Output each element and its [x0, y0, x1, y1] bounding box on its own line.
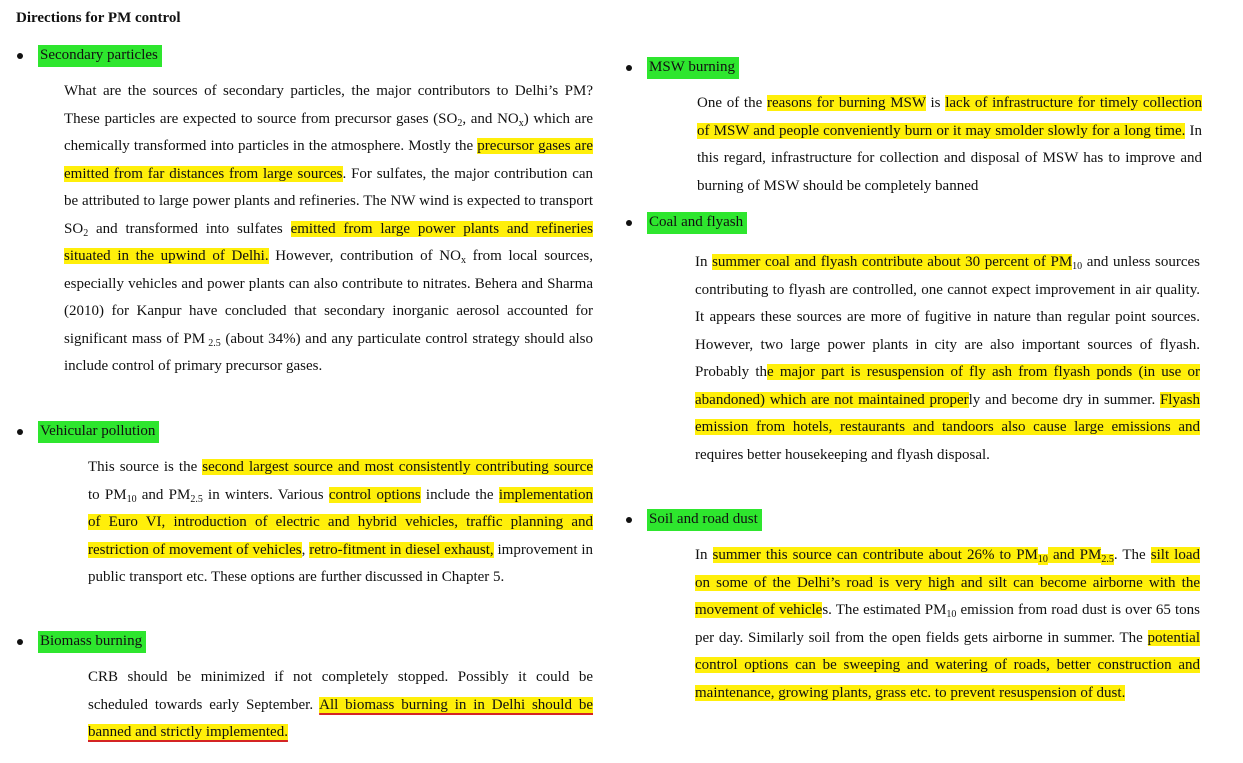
- bullet-coal: [626, 212, 747, 234]
- bullet-dot: [626, 65, 632, 71]
- heading-coal-flyash: Coal and flyash: [647, 212, 747, 234]
- heading-vehicular-pollution: Vehicular pollution: [38, 421, 159, 443]
- bullet-dot: [17, 429, 23, 435]
- bullet-dot: [17, 53, 23, 59]
- heading-biomass-burning: Biomass burning: [38, 631, 146, 653]
- bullet-biomass: [17, 631, 146, 653]
- bullet-dot: [626, 220, 632, 226]
- bullet-msw: [626, 57, 739, 79]
- bullet-dot: [626, 517, 632, 523]
- page-title: Directions for PM control: [16, 10, 181, 26]
- bullet-secondary: [17, 45, 162, 67]
- para-secondary-particles: What are the sources of secondary particles, the major contributors to Delhi’s PM? These particles are expected to source from precursor gases ($SO_2$, and $NO_x$) which are chemically transformed into particles in the atmosphere. Mostly the precursor gases are emitted from far distances from large sources. For sulfates, the major contribution can be attributed to large power plants and refineries. The NW wind is expected to transport $SO_2$ and transformed into sulfates emitted from large power plants and refineries situated in the upwind of Delhi. However, contribution of $NO_x$ from local sources, especially vehicles and power plants can also contribute to nitrates. Behera and Sharma (2010) for Kanpur have concluded that secondary inorganic aerosol accounted for significant mass of PM $_{2.5}$ (about 34%) and any particulate control strategy should also include control of primary precursor gases.: [64, 83, 594, 374]
- heading-secondary-particles: Secondary particles: [38, 45, 162, 67]
- bullet-vehicular: [17, 421, 159, 443]
- bullet-soil: [626, 509, 762, 531]
- bullet-dot: [17, 639, 23, 645]
- heading-soil-road-dust: Soil and road dust: [647, 509, 762, 531]
- underlined-highlight: All biomass burning in in Delhi should be banned and strictly implemented.: [88, 696, 593, 740]
- heading-msw-burning: MSW burning: [647, 57, 739, 79]
- para-msw-burning: One of the reasons for burning MSW is lack of infrastructure for timely collection of MSW and people conveniently burn or it may smolder slowly for a long time. In this regard, infrastructure for collection and disposal of MSW has to improve and burning of MSW should be completely banned: [697, 95, 1203, 194]
- para-coal-flyash: In summer coal and flyash contribute about 30 percent of $PM_{10}$ and unless sources contributing to flyash are controlled, one cannot expect improvement in air quality. It appears these sources are more of fugitive in nature than regular point sources. However, two large power plants in city are also important sources of flyash. Probably the major part is resuspension of fly ash from flyash ponds (in use or abandoned) which are not maintained properly and become dry in summer. Flyash emission from hotels, restaurants and tandoors also cause large emissions and requires better housekeeping and flyash disposal.: [695, 254, 1200, 463]
- para-soil-road-dust: In summer this source can contribute about 26% to $PM_{10}$ and $PM_{2.5}$. The silt load on some of the Delhi’s road is very high and silt can become airborne with the movement of vehicles. The estimated $PM_{10}$ emission from road dust is over 65 tons per day. Similarly soil from the open fields gets airborne in summer. The potential control options can be sweeping and watering of roads, better construction and maintenance, growing plants, grass etc. to prevent resuspension of dust.: [695, 547, 1201, 701]
- para-vehicular-pollution: This source is the second largest source and most consistently contributing source to $PM_{10}$ and $PM_{2.5}$ in winters. Various control options include the implementation of Euro VI, introduction of electric and hybrid vehicles, traffic planning and restriction of movement of vehicles, retro-fitment in diesel exhaust, improvement in public transport etc. These options are further discussed in Chapter 5.: [88, 459, 594, 585]
- para-biomass-burning: CRB should be minimized if not completely stopped. Possibly it could be scheduled towards early September. All biomass burning in in Delhi should be banned and strictly implemented.: [88, 669, 593, 740]
